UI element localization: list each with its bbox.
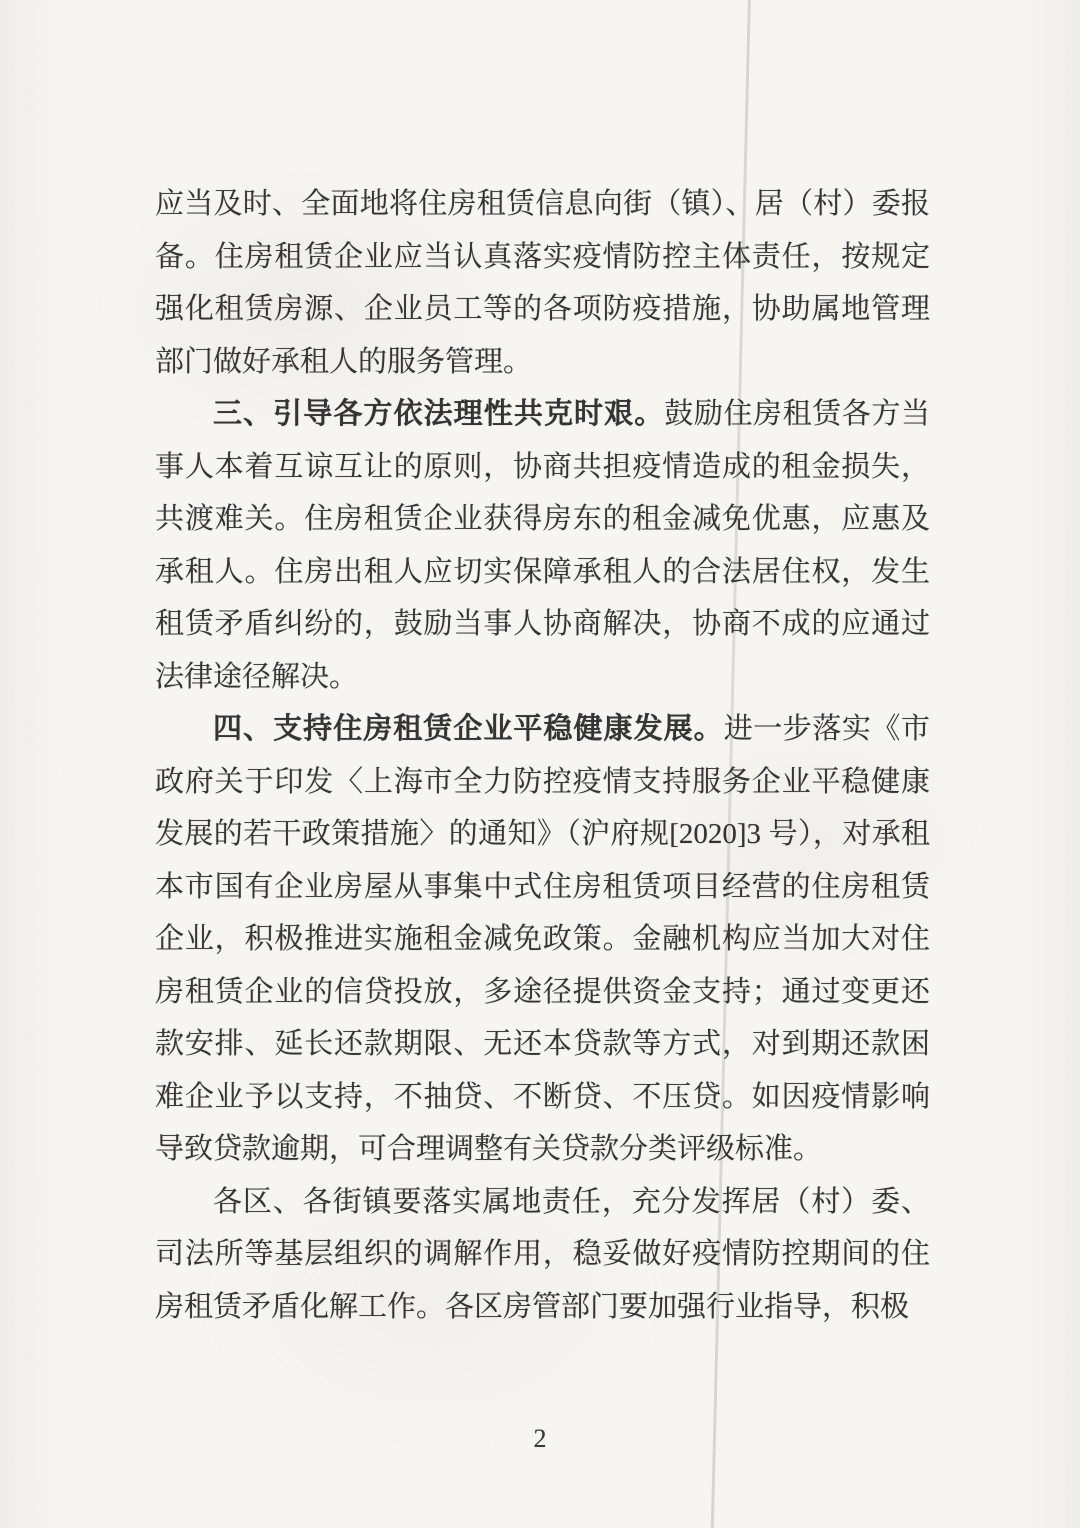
section-heading-4: 四、支持住房租赁企业平稳健康发展。 (213, 713, 724, 745)
paragraph-text: 各区、各街镇要落实属地责任，充分发挥居（村）委、司法所等基层组织的调解作用，稳妥做好疫情防控期间的住房租赁矛盾化解工作。各区房管部门要加强行业指导，积极 (155, 1185, 930, 1323)
body-paragraph-4 (155, 1176, 930, 1334)
paragraph-text: 应当及时、全面地将住房租赁信息向街（镇）、居（村）委报备。住房租赁企业应当认真落实疫情防控主体责任，按规定强化租赁房源、企业员工等的各项防疫措施，协助属地管理部门做好承租人的服务管理。 (155, 188, 930, 378)
section-heading-3: 三、引导各方依法理性共克时艰。 (213, 398, 665, 430)
paragraph-text: 鼓励住房租赁各方当事人本着互谅互让的原则，协商共担疫情造成的租金损失，共渡难关。住房租赁企业获得房东的租金减免优惠，应惠及承租人。住房出租人应切实保障承租人的合法居住权，发生租赁矛盾纠纷的，鼓励当事人协商解决，协商不成的应通过法律途径解决。 (155, 398, 930, 693)
document-text-block (155, 178, 930, 1333)
page-footer (0, 1424, 1080, 1454)
body-paragraph-1 (155, 178, 930, 388)
body-paragraph-2 (155, 388, 930, 703)
paragraph-text: 进一步落实《市政府关于印发〈上海市全力防控疫情支持服务企业平稳健康发展的若干政策措施〉的通知》（沪府规[2020]3 号），对承租本市国有企业房屋从事集中式住房租赁项目经营的住房租赁企业，积极推进实施租金减免政策。金融机构应当加大对住房租赁企业的信贷投放，多途径提供资金支持；通过变更还款安排、延长还款期限、无还本贷款等方式，对到期还款困难企业予以支持，不抽贷、不断贷、不压贷。如因疫情影响导致贷款逾期，可合理调整有关贷款分类评级标准。 (155, 713, 930, 1165)
page-number: 2 (533, 1424, 547, 1453)
body-paragraph-3 (155, 703, 930, 1176)
